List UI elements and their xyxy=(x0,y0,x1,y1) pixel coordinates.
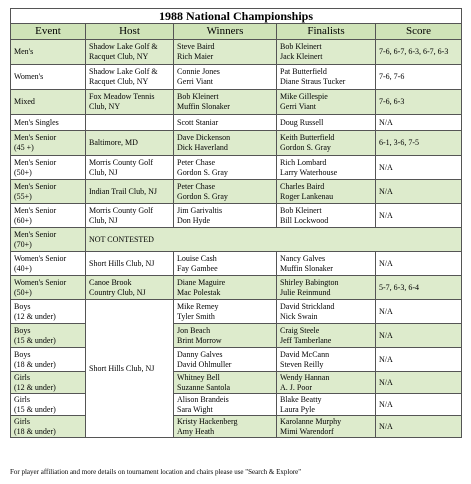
score-cell: 7-6, 7-6 xyxy=(376,65,462,90)
event-cell-line: Men's Senior xyxy=(14,157,57,167)
score-cell: N/A xyxy=(376,180,462,204)
footer-note: For player affiliation and more details on tournament location and chairs please use "Search & Explore" xyxy=(10,468,302,476)
column-header-score: Score xyxy=(376,24,462,40)
event-cell xyxy=(11,394,86,416)
winners-cell-line: Sara Wight xyxy=(177,404,213,414)
event-cell xyxy=(11,324,86,348)
finalists-cell-line: Jack Kleinert xyxy=(280,52,323,61)
finalists-cell xyxy=(277,348,376,372)
event-cell-line: Girls xyxy=(14,394,30,404)
finalists-cell xyxy=(277,416,376,438)
winners-cell xyxy=(174,300,277,324)
event-cell-line: (60+) xyxy=(14,215,32,225)
winners-cell xyxy=(174,416,277,438)
table-row xyxy=(11,324,462,348)
finalists-cell-line: Gerri Viant xyxy=(280,102,317,111)
winners-cell-line: Diane Maguire xyxy=(177,277,226,287)
event-cell-line: Men's Senior xyxy=(14,133,57,142)
event-cell-line: Women's Senior xyxy=(14,253,67,263)
event-cell-line: (55+) xyxy=(14,191,32,201)
finalists-cell-line: Gordon S. Gray xyxy=(280,143,331,152)
host-cell xyxy=(86,131,174,156)
event-cell xyxy=(11,115,86,131)
winners-cell-line: Mike Remey xyxy=(177,301,219,311)
winners-cell xyxy=(174,204,277,228)
event-cell-line: Men's Senior xyxy=(14,181,57,191)
table-row xyxy=(11,40,462,65)
finalists-cell-line: Pat Butterfield xyxy=(280,67,327,76)
event-cell xyxy=(11,300,86,324)
finalists-cell-line: Mike Gillespie xyxy=(280,92,328,101)
finalists-cell-line: Rich Lombard xyxy=(280,157,327,167)
column-header-event: Event xyxy=(11,24,86,40)
table-row xyxy=(11,416,462,438)
host-cell xyxy=(86,156,174,180)
event-cell-line: Men's xyxy=(14,47,34,56)
winners-cell-line: Don Hyde xyxy=(177,215,211,225)
winners-cell-line: Louise Cash xyxy=(177,253,217,263)
event-cell-line: (18 & under) xyxy=(14,359,56,369)
event-cell-line: (15 & under) xyxy=(14,335,56,345)
finalists-cell-line: Bob Kleinert xyxy=(280,42,322,51)
table-row xyxy=(11,90,462,115)
winners-cell-line: Jim Garivaltis xyxy=(177,205,223,215)
winners-cell-line: Suzanne Santola xyxy=(177,382,231,392)
winners-cell-line: Dave Dickenson xyxy=(177,133,231,142)
winners-cell-line: Peter Chase xyxy=(177,157,215,167)
score-cell: N/A xyxy=(376,252,462,276)
winners-cell-line: Gordon S. Gray xyxy=(177,191,228,201)
host-cell-line: Morris County Golf xyxy=(89,205,153,215)
event-cell-line: Women's xyxy=(14,72,44,81)
winners-cell xyxy=(174,65,277,90)
winners-cell xyxy=(174,394,277,416)
event-cell xyxy=(11,90,86,115)
host-cell-line: Indian Trail Club, NJ xyxy=(89,186,158,196)
table-title: 1988 National Championships xyxy=(11,9,462,24)
winners-cell-line: Connie Jones xyxy=(177,67,220,76)
table-row xyxy=(11,204,462,228)
finalists-cell-line: Charles Baird xyxy=(280,181,325,191)
score-cell: 6-1, 3-6, 7-5 xyxy=(376,131,462,156)
finalists-cell-line: Steven Reilly xyxy=(280,359,324,369)
finalists-cell-line: Nancy Galves xyxy=(280,253,326,263)
junior-host-cell xyxy=(86,300,174,438)
winners-cell xyxy=(174,372,277,394)
winners-cell xyxy=(174,276,277,300)
finalists-cell xyxy=(277,204,376,228)
finalists-cell xyxy=(277,276,376,300)
event-cell xyxy=(11,40,86,65)
table-row xyxy=(11,252,462,276)
event-cell-line: Men's Senior xyxy=(14,205,57,215)
winners-cell xyxy=(174,324,277,348)
winners-cell-line: Amy Heath xyxy=(177,426,215,436)
winners-cell-line: Fay Gambee xyxy=(177,263,218,273)
score-cell: 5-7, 6-3, 6-4 xyxy=(376,276,462,300)
score-cell: N/A xyxy=(376,115,462,131)
table-row xyxy=(11,156,462,180)
host-cell-line: Shadow Lake Golf & xyxy=(89,42,158,51)
event-cell-line: (40+) xyxy=(14,263,32,273)
winners-cell xyxy=(174,40,277,65)
event-cell-line: Girls xyxy=(14,372,30,382)
finalists-cell-line: Nick Swain xyxy=(280,311,318,321)
column-header-finalists: Finalists xyxy=(277,24,376,40)
winners-cell xyxy=(174,131,277,156)
host-cell xyxy=(86,90,174,115)
finalists-cell-line: Shirley Babington xyxy=(280,277,339,287)
score-cell: N/A xyxy=(376,300,462,324)
winners-cell-line: Steve Baird xyxy=(177,42,215,51)
winners-cell-line: Jon Beach xyxy=(177,325,211,335)
winners-cell-line: Rich Maier xyxy=(177,52,214,61)
table-row xyxy=(11,276,462,300)
column-header-row xyxy=(11,24,462,40)
host-cell-line: Club, NJ xyxy=(89,167,118,177)
score-cell: 7-6, 6-3 xyxy=(376,90,462,115)
finalists-cell-line: Laura Pyle xyxy=(280,404,315,414)
host-cell-line: Baltimore, MD xyxy=(89,138,138,147)
host-cell xyxy=(86,65,174,90)
event-cell xyxy=(11,204,86,228)
winners-cell-line: Tyler Smith xyxy=(177,311,215,321)
finalists-cell xyxy=(277,65,376,90)
winners-cell-line: Gerri Viant xyxy=(177,77,214,86)
score-cell: N/A xyxy=(376,204,462,228)
winners-cell xyxy=(174,156,277,180)
host-cell-line: Club, NY xyxy=(89,102,121,111)
event-cell-line: (15 & under) xyxy=(14,404,56,414)
event-cell-line: (12 & under) xyxy=(14,382,56,392)
table-row xyxy=(11,228,462,252)
results-sheet xyxy=(10,8,461,438)
event-cell-line: Mixed xyxy=(14,97,35,106)
table-row xyxy=(11,394,462,416)
finalists-cell-line: Jeff Tamberlane xyxy=(280,335,332,345)
table-row xyxy=(11,131,462,156)
finalists-cell xyxy=(277,115,376,131)
score-cell: N/A xyxy=(376,372,462,394)
host-cell-line: Racquet Club, NY xyxy=(89,52,149,61)
score-cell: 7-6, 6-7, 6-3, 6-7, 6-3 xyxy=(376,40,462,65)
event-cell-line: (18 & under) xyxy=(14,426,56,436)
finalists-cell-line: Karolanne Murphy xyxy=(280,416,342,426)
finalists-cell xyxy=(277,40,376,65)
finalists-cell-line: Keith Butterfield xyxy=(280,133,335,142)
finalists-cell xyxy=(277,300,376,324)
winners-cell-line: Gordon S. Gray xyxy=(177,167,228,177)
event-cell xyxy=(11,156,86,180)
winners-cell-line: Brint Morrow xyxy=(177,335,222,345)
score-cell: N/A xyxy=(376,394,462,416)
column-header-winners: Winners xyxy=(174,24,277,40)
finalists-cell-line: Mimi Warendorf xyxy=(280,426,334,436)
finalists-cell xyxy=(277,90,376,115)
junior-host-label: Short Hills Club, NJ xyxy=(89,363,155,373)
finalists-cell-line: Bill Lockwood xyxy=(280,215,329,225)
host-cell xyxy=(86,40,174,65)
finalists-cell xyxy=(277,252,376,276)
event-cell-line: Men's Senior xyxy=(14,229,57,239)
table-row xyxy=(11,348,462,372)
winners-cell xyxy=(174,115,277,131)
finalists-cell-line: Muffin Slonaker xyxy=(280,263,333,273)
finalists-cell xyxy=(277,131,376,156)
table-row xyxy=(11,372,462,394)
host-cell-line: Club, NJ xyxy=(89,215,118,225)
event-cell-line: (45 +) xyxy=(14,143,34,152)
event-cell-line: (50+) xyxy=(14,167,32,177)
winners-cell-line: Danny Galves xyxy=(177,349,223,359)
event-cell xyxy=(11,252,86,276)
host-cell-line: Country Club, NJ xyxy=(89,287,146,297)
table-row xyxy=(11,65,462,90)
host-cell-line: Racquet Club, NY xyxy=(89,77,149,86)
winners-cell xyxy=(174,252,277,276)
event-cell xyxy=(11,131,86,156)
event-cell-line: Boys xyxy=(14,349,31,359)
finalists-cell-line: Larry Waterhouse xyxy=(280,167,338,177)
finalists-cell xyxy=(277,372,376,394)
winners-cell-line: Peter Chase xyxy=(177,181,215,191)
event-cell-line: Boys xyxy=(14,301,31,311)
event-cell-line: (50+) xyxy=(14,287,32,297)
event-cell xyxy=(11,416,86,438)
column-header-host: Host xyxy=(86,24,174,40)
table-body xyxy=(11,40,462,438)
event-cell xyxy=(11,228,86,252)
table-row xyxy=(11,180,462,204)
event-cell-line: (70+) xyxy=(14,239,32,249)
finalists-cell-line: Wendy Hannan xyxy=(280,372,330,382)
event-cell-line: Girls xyxy=(14,416,30,426)
winners-cell-line: Alison Brandeis xyxy=(177,394,229,404)
finalists-cell xyxy=(277,156,376,180)
winners-cell-line: Kristy Hackenberg xyxy=(177,416,238,426)
finalists-cell-line: Julie Reinmund xyxy=(280,287,331,297)
score-cell: N/A xyxy=(376,324,462,348)
host-cell xyxy=(86,204,174,228)
host-cell xyxy=(86,180,174,204)
finalists-cell xyxy=(277,394,376,416)
host-cell xyxy=(86,228,462,252)
table-row xyxy=(11,115,462,131)
host-cell xyxy=(86,276,174,300)
finalists-cell-line: David McCann xyxy=(280,349,330,359)
event-cell xyxy=(11,348,86,372)
event-cell xyxy=(11,180,86,204)
event-cell-line: Women's Senior xyxy=(14,277,67,287)
winners-cell-line: Dick Haverland xyxy=(177,143,228,152)
host-cell-line: Canoe Brook xyxy=(89,277,132,287)
winners-cell-line: Muffin Slonaker xyxy=(177,102,230,111)
finalists-cell xyxy=(277,180,376,204)
winners-cell xyxy=(174,348,277,372)
host-cell-line: Short Hills Club, NJ xyxy=(89,258,155,268)
host-cell-line: Shadow Lake Golf & xyxy=(89,67,158,76)
host-cell xyxy=(86,252,174,276)
score-cell: N/A xyxy=(376,416,462,438)
score-cell: N/A xyxy=(376,348,462,372)
finalists-cell xyxy=(277,324,376,348)
finalists-cell-line: Doug Russell xyxy=(280,117,324,127)
host-cell xyxy=(86,115,174,131)
winners-cell xyxy=(174,90,277,115)
championship-table xyxy=(10,8,462,438)
finalists-cell-line: Blake Beatty xyxy=(280,394,322,404)
host-cell-line: Fox Meadow Tennis xyxy=(89,92,155,101)
host-cell-line: Morris County Golf xyxy=(89,157,153,167)
winners-cell xyxy=(174,180,277,204)
event-cell-line: Boys xyxy=(14,325,31,335)
winners-cell-line: Whitney Bell xyxy=(177,372,220,382)
winners-cell-line: Mac Polestak xyxy=(177,287,221,297)
winners-cell-line: Scott Staniar xyxy=(177,117,219,127)
winners-cell-line: David Ohlmuller xyxy=(177,359,232,369)
event-cell-line: Men's Singles xyxy=(14,117,59,127)
event-cell xyxy=(11,372,86,394)
finalists-cell-line: A. J. Poor xyxy=(280,382,313,392)
event-cell xyxy=(11,65,86,90)
finalists-cell-line: Bob Kleinert xyxy=(280,205,322,215)
winners-cell-line: Bob Kleinert xyxy=(177,92,219,101)
finalists-cell-line: Diane Straus Tucker xyxy=(280,77,346,86)
score-cell: N/A xyxy=(376,156,462,180)
host-cell-line: NOT CONTESTED xyxy=(89,234,154,244)
event-cell xyxy=(11,276,86,300)
finalists-cell-line: David Strickland xyxy=(280,301,335,311)
finalists-cell-line: Craig Steele xyxy=(280,325,320,335)
table-row xyxy=(11,300,462,324)
event-cell-line: (12 & under) xyxy=(14,311,56,321)
finalists-cell-line: Roger Lankenau xyxy=(280,191,334,201)
